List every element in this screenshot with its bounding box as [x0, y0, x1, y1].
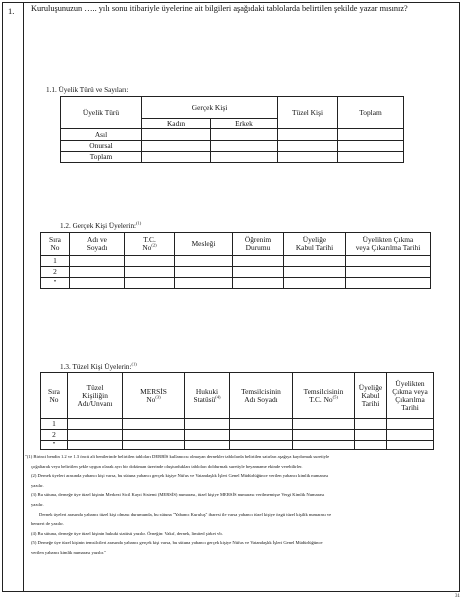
table-cell[interactable]: [387, 430, 434, 441]
header-mersis-no: [123, 373, 185, 419]
header-text: Kişiliğin: [82, 390, 108, 400]
table-cell[interactable]: [125, 256, 175, 267]
footnotes: [25, 452, 449, 558]
header-text: Adı ve: [87, 235, 107, 244]
header-text: Statüsü: [193, 394, 216, 404]
table-cell[interactable]: [125, 267, 175, 278]
table-cell[interactable]: [387, 419, 434, 430]
header-text: Üyelikten: [395, 378, 425, 388]
page-number: 31: [455, 594, 460, 599]
table-cell[interactable]: [230, 430, 293, 441]
header-text: Adı/Unvanı: [77, 398, 113, 408]
header-cikma-tarihi: [346, 233, 431, 256]
table-cell[interactable]: [293, 419, 355, 430]
table-cell[interactable]: [123, 419, 185, 430]
table-cell[interactable]: [70, 256, 125, 267]
footnote-ref: (1): [136, 220, 142, 226]
header-tc-no: [125, 233, 175, 256]
section-1-3-title: [60, 363, 137, 371]
header-uyelik-turu: Üyelik Türü: [61, 97, 142, 129]
table-cell[interactable]: [211, 152, 278, 163]
header-tuzel-kisi: Tüzel Kişi: [278, 97, 338, 129]
header-text: Çıkarılma: [395, 394, 425, 404]
question-text: Kuruluşunuzun ….. yılı sonu itibariyle üyelerine ait bilgileri aşağıdaki tablolarda belirtilen şekilde yazar mısınız?: [31, 4, 408, 13]
row-number: 1: [41, 256, 70, 267]
header-uyelige-kabul: [355, 373, 387, 419]
table-cell[interactable]: [278, 141, 338, 152]
question-number-column: [2, 2, 24, 592]
row-label-onursal: Onursal: [61, 141, 142, 152]
table-cell[interactable]: [185, 419, 230, 430]
header-text: T.C. No: [309, 394, 333, 404]
row-number: 1: [41, 419, 68, 430]
header-text: Tüzel: [86, 382, 104, 392]
header-text: Çıkma veya: [392, 386, 428, 396]
legal-entity-members-table: [40, 372, 434, 450]
header-text: Üyelikten Çıkma: [362, 235, 414, 244]
table-cell[interactable]: [175, 267, 233, 278]
section-1-2-title: [60, 222, 141, 230]
table-cell[interactable]: [68, 441, 123, 450]
table-cell[interactable]: [233, 256, 284, 267]
header-text: Adı Soyadı: [244, 394, 278, 404]
footnote-line: benzeri de yazılır.: [31, 521, 64, 527]
table-cell[interactable]: [123, 441, 185, 450]
header-kadin: Kadın: [142, 119, 211, 129]
header-text: Sıra: [48, 386, 60, 396]
header-text: No: [142, 243, 152, 252]
table-cell[interactable]: [355, 419, 387, 430]
header-text: Hukuki: [195, 386, 219, 396]
header-text: Tarihi: [401, 402, 419, 412]
table-cell[interactable]: [175, 278, 233, 289]
table-cell[interactable]: [355, 441, 387, 450]
header-text: Temsilcisinin: [303, 386, 344, 396]
footnote-line: (5) Derneğe üye tüzel kişinin temsilcileri arasında yabancı gerçek kişi varsa, bu sütuna yabancı gerçek kişiye Nüfus ve Vatandaşlık İşleri Genel Müdürlüğünce: [31, 540, 323, 546]
row-number: ": [41, 441, 68, 450]
table-cell[interactable]: [346, 278, 431, 289]
header-text: No: [50, 243, 60, 252]
header-toplam: Toplam: [338, 97, 404, 129]
table-cell[interactable]: [185, 430, 230, 441]
footnote-line: yazılır.: [31, 501, 44, 507]
footnote-line: (3) Bu sütuna, derneğe üye tüzel kişinin Merkezi Sicil Kayıt Sistemi (MERSİS) numarası, tüzel kişiye MERSİS numarası verilmemişse Vergi Kimlik Numarası: [31, 492, 325, 498]
row-label-toplam: Toplam: [61, 152, 142, 163]
table-cell[interactable]: [278, 152, 338, 163]
header-hukuki-statusu: [185, 373, 230, 419]
table-cell[interactable]: [142, 129, 211, 141]
header-text: Kabul: [361, 390, 380, 400]
header-text: Temsilcisinin: [241, 386, 281, 396]
footnote-ref: (3): [155, 394, 161, 400]
table-cell[interactable]: [230, 419, 293, 430]
header-sira-no: [41, 233, 70, 256]
footnote-line: Dernek üyeleri arasında yabancı tüzel kişi olması durumunda, bu sütuna "Yabancı Kuruluş" ibaresi ile varsa yabancı tüzel kişiye özgü tüzel kişilik numarası ve: [39, 511, 332, 517]
header-meslegi: Mesleği: [175, 233, 233, 256]
table-cell[interactable]: [284, 267, 346, 278]
table-cell[interactable]: [185, 441, 230, 450]
table-cell[interactable]: [211, 129, 278, 141]
table-cell[interactable]: [338, 152, 404, 163]
table-cell[interactable]: [211, 141, 278, 152]
footnote-ref: (1): [131, 361, 137, 367]
header-temsilci-tc: [293, 373, 355, 419]
table-cell[interactable]: [338, 129, 404, 141]
header-sira-no: [41, 373, 68, 419]
table-cell[interactable]: [68, 430, 123, 441]
header-text: T.C.: [143, 235, 156, 244]
header-uyelige-kabul: [284, 233, 346, 256]
footnote-line: yazılır.: [31, 482, 44, 488]
footnote-line: verilen yabancı kimlik numarası yazılır.": [31, 549, 106, 555]
membership-type-table: [60, 96, 404, 163]
table-cell[interactable]: [346, 256, 431, 267]
footnote-line: (2) Dernek üyeleri arasında yabancı kişi varsa, bu sütuna yabancı gerçek kişiye Nüfus ve Vatandaşlık İşleri Genel Müdürlüğünce verilen yabancı kimlik numarası: [31, 473, 329, 479]
table-cell[interactable]: [70, 278, 125, 289]
table-cell[interactable]: [125, 278, 175, 289]
header-text: Öğrenim: [244, 235, 272, 244]
table-cell[interactable]: [142, 152, 211, 163]
header-text: Üyeliğe: [358, 382, 383, 392]
header-text: Durumu: [245, 243, 271, 252]
header-text: Tarihi: [361, 398, 380, 408]
header-erkek: Erkek: [211, 119, 278, 129]
header-text: No: [49, 394, 59, 404]
footnote-ref: (2): [151, 242, 157, 248]
footnote-line: çoğaltarak veya belirtilen şekle uygun olarak ayrı bir doküman üzerinde oluşturdukları tabloları doldurmak suretiyle beyanname ekinde verebilirler.: [31, 463, 303, 469]
header-text: Kabul Tarihi: [295, 243, 334, 252]
header-text: Soyadı: [86, 243, 108, 252]
section-1-1-title: 1.1. Üyelik Türü ve Sayıları:: [46, 86, 129, 94]
header-gercek-kisi: Gerçek Kişi: [142, 97, 278, 119]
question-number: 1.: [8, 6, 15, 16]
table-cell[interactable]: [123, 430, 185, 441]
row-number: ": [41, 278, 70, 289]
header-cikma-tarihi: [387, 373, 434, 419]
footnote-ref: (5): [332, 394, 338, 400]
header-text: Üyeliğe: [302, 235, 327, 244]
header-text: veya Çıkarılma Tarihi: [355, 243, 421, 252]
header-adi-soyadi: [70, 233, 125, 256]
table-cell[interactable]: [68, 419, 123, 430]
table-cell[interactable]: [284, 256, 346, 267]
table-cell[interactable]: [233, 267, 284, 278]
natural-person-members-table: [40, 232, 431, 289]
table-cell[interactable]: [142, 141, 211, 152]
table-cell[interactable]: [70, 267, 125, 278]
header-ogrenim-durumu: [233, 233, 284, 256]
table-cell[interactable]: [387, 441, 434, 450]
table-cell[interactable]: [293, 441, 355, 450]
table-cell[interactable]: [284, 278, 346, 289]
table-cell[interactable]: [338, 141, 404, 152]
footnote-ref: (4): [215, 394, 221, 400]
header-text: MERSİS: [140, 386, 167, 396]
header-temsilci-adi: [230, 373, 293, 419]
section-1-2-title-text: 1.2. Gerçek Kişi Üyelerin:: [60, 222, 137, 230]
table-cell[interactable]: [233, 278, 284, 289]
table-cell[interactable]: [346, 267, 431, 278]
table-cell[interactable]: [175, 256, 233, 267]
row-number: 2: [41, 267, 70, 278]
section-1-3-title-text: 1.3. Tüzel Kişi Üyelerin:: [60, 363, 132, 371]
header-tuzel-kisilik: [68, 373, 123, 419]
row-label-asil: Asıl: [61, 129, 142, 141]
table-cell[interactable]: [355, 430, 387, 441]
row-number: 2: [41, 430, 68, 441]
footnote-line: "(1) Birinci bendin 1.2 ve 1.3 öncü alt bentlerinde belirtilen tabloları DERBİS kullanıcısı olmayan dernekler tablolarda belirtilen satırları aşağıya kaydırmak suretiyle: [25, 454, 330, 459]
table-cell[interactable]: [230, 441, 293, 450]
footnote-line: (4) Bu sütuna, derneğe üye tüzel kişinin hukuki statüsü yazılır. Örneğin: Vakıf, dernek, limited şirket vb.: [31, 530, 223, 536]
header-text: Sıra: [49, 235, 61, 244]
table-cell[interactable]: [278, 129, 338, 141]
table-cell[interactable]: [293, 430, 355, 441]
header-text: No: [146, 394, 156, 404]
